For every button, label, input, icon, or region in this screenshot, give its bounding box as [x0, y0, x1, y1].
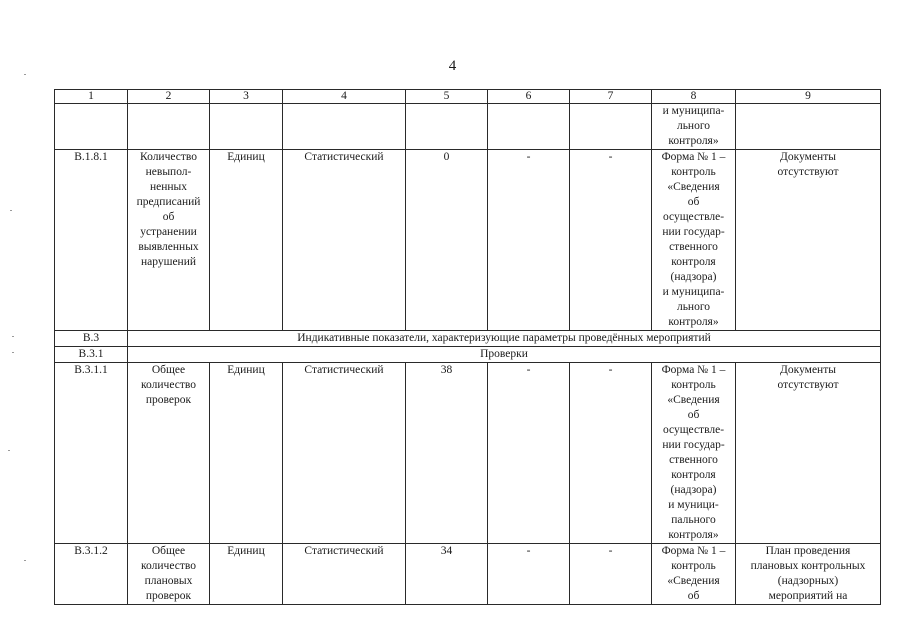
header-cell: 5: [406, 90, 488, 104]
section-title: Проверки: [128, 347, 881, 363]
table-cell: [210, 104, 283, 150]
indicator-table: [54, 89, 881, 605]
col7-cell: -: [570, 544, 652, 605]
value-cell: 34: [406, 544, 488, 605]
table-cell: [736, 104, 881, 150]
section-row-b3: [55, 331, 881, 347]
header-cell: 4: [283, 90, 406, 104]
page-number: 4: [448, 58, 457, 74]
header-cell: 6: [488, 90, 570, 104]
method-cell: Статистический: [283, 363, 406, 544]
indicator-code: В.3.1.1: [55, 363, 128, 544]
indicator-name: Общее количество проверок: [128, 363, 210, 544]
method-cell: Статистический: [283, 150, 406, 331]
unit-cell: Единиц: [210, 150, 283, 331]
scan-speck: [12, 352, 14, 353]
indicator-code: В.1.8.1: [55, 150, 128, 331]
table-cell: [488, 104, 570, 150]
table-row: [55, 363, 881, 544]
indicator-name: Общее количество плановых проверок: [128, 544, 210, 605]
table-cell: [406, 104, 488, 150]
scan-speck: [24, 74, 26, 75]
section-code: В.3: [55, 331, 128, 347]
col6-cell: -: [488, 363, 570, 544]
header-cell: 7: [570, 90, 652, 104]
table-row-continuation: [55, 104, 881, 150]
table-cell: [570, 104, 652, 150]
table-cell: [128, 104, 210, 150]
value-cell: 38: [406, 363, 488, 544]
source-cell: Форма № 1 – контроль «Сведения об осуществле- нии государ- ственного контроля (надзора) и муници- пального контроля»: [652, 363, 736, 544]
source-cell: и муниципа- льного контроля»: [652, 104, 736, 150]
source-cell: Форма № 1 – контроль «Сведения об: [652, 544, 736, 605]
col6-cell: -: [488, 544, 570, 605]
col7-cell: -: [570, 363, 652, 544]
unit-cell: Единиц: [210, 363, 283, 544]
note-cell: Документы отсутствуют: [736, 363, 881, 544]
scan-speck: [12, 336, 14, 337]
table-cell: [55, 104, 128, 150]
header-cell: 2: [128, 90, 210, 104]
table-row: [55, 544, 881, 605]
section-row-b31: [55, 347, 881, 363]
header-cell: 9: [736, 90, 881, 104]
table-header-row: [55, 90, 881, 104]
value-cell: 0: [406, 150, 488, 331]
indicator-code: В.3.1.2: [55, 544, 128, 605]
indicator-name: Количество невыпол- ненных предписаний об устранении выявленных нарушений: [128, 150, 210, 331]
unit-cell: Единиц: [210, 544, 283, 605]
table-row: [55, 150, 881, 331]
table-cell: [283, 104, 406, 150]
section-code: В.3.1: [55, 347, 128, 363]
header-cell: 1: [55, 90, 128, 104]
source-cell: Форма № 1 – контроль «Сведения об осуществле- нии государ- ственного контроля (надзора) и муниципа- льного контроля»: [652, 150, 736, 331]
col7-cell: -: [570, 150, 652, 331]
note-cell: Документы отсутствуют: [736, 150, 881, 331]
header-cell: 3: [210, 90, 283, 104]
header-cell: 8: [652, 90, 736, 104]
scan-speck: [10, 210, 12, 211]
note-cell: План проведения плановых контрольных (надзорных) мероприятий на: [736, 544, 881, 605]
scan-speck: [8, 450, 10, 451]
scan-speck: [24, 560, 26, 561]
col6-cell: -: [488, 150, 570, 331]
method-cell: Статистический: [283, 544, 406, 605]
section-title: Индикативные показатели, характеризующие параметры проведённых мероприятий: [128, 331, 881, 347]
